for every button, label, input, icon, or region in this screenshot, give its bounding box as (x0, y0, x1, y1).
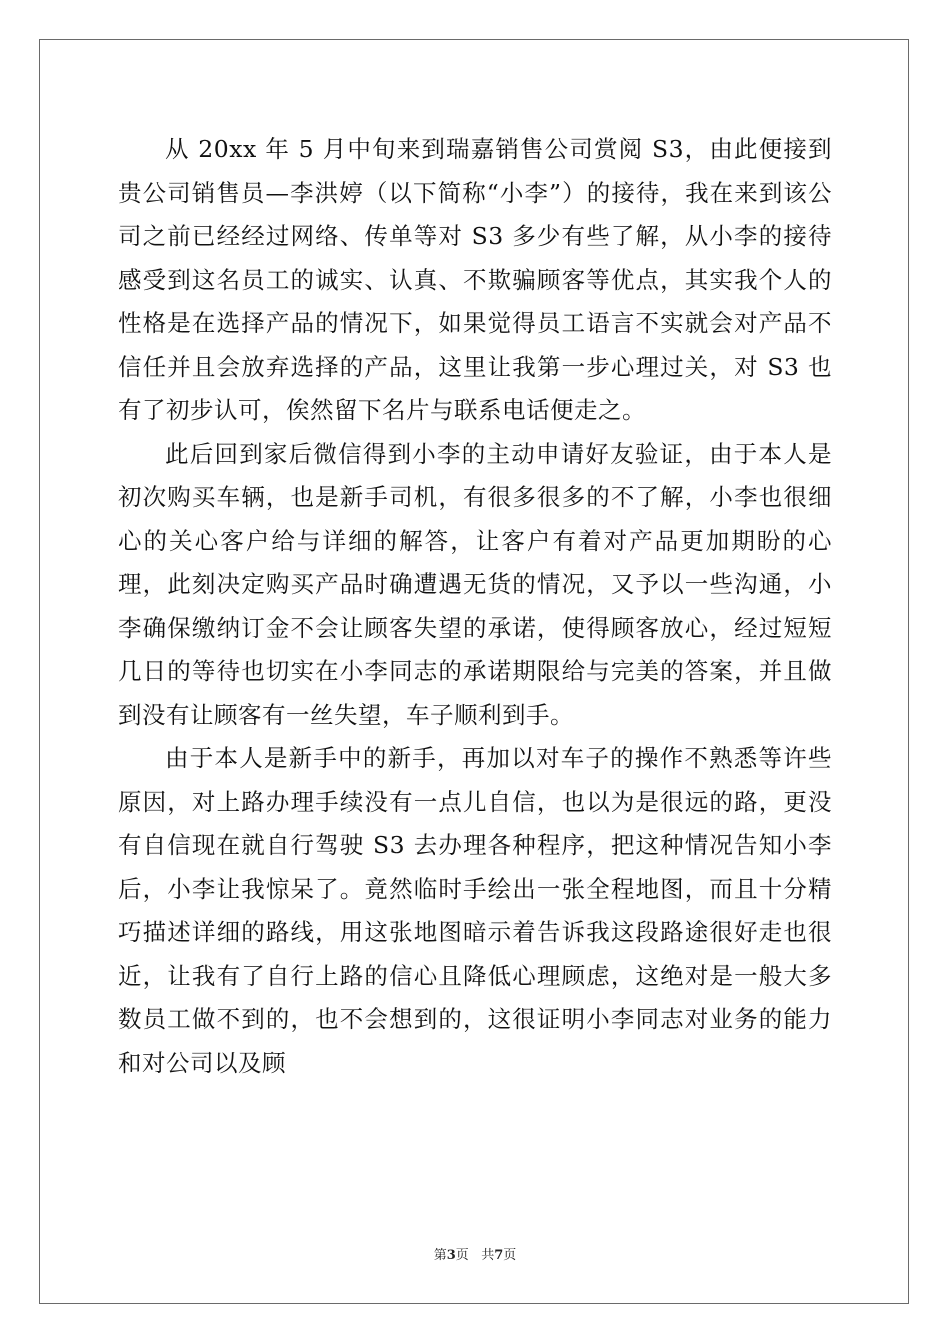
page-footer (0, 1248, 950, 1264)
footer-total-prefix: 共 (481, 1248, 495, 1263)
footer-total-pages: 7 (494, 1248, 504, 1263)
paragraph-3: 由于本人是新手中的新手，再加以对车子的操作不熟悉等许些原因，对上路办理手续没有一点儿自信，也以为是很远的路，更没有自信现在就自行驾驶 S3 去办理各种程序，把这种情况告知小李后，小李让我惊呆了。竟然临时手绘出一张全程地图，而且十分精巧描述详细的路线，用这张地图暗示着告诉我这段路途很好走也很近，让我有了自行上路的信心且降低心理顾虑，这绝对是一般大多数员工做不到的，也不会想到的，这很证明小李同志对业务的能力和对公司以及顾 (118, 744, 832, 1077)
footer-current-page: 3 (446, 1248, 456, 1263)
footer-total-suffix: 页 (503, 1248, 517, 1263)
footer-page-suffix: 页 (455, 1248, 469, 1263)
paragraph-2: 此后回到家后微信得到小李的主动申请好友验证，由于本人是初次购买车辆，也是新手司机，有很多很多的不了解，小李也很细心的关心客户给与详细的解答，让客户有着对产品更加期盼的心理，此刻决定购买产品时确遭遇无货的情况，又予以一些沟通，小李确保缴纳订金不会让顾客失望的承诺，使得顾客放心，经过短短几日的等待也切实在小李同志的承诺期限给与完美的答案，并且做到没有让顾客有一丝失望，车子顺利到手。 (118, 439, 832, 729)
footer-prefix: 第 (433, 1248, 447, 1263)
document-body (118, 128, 832, 1085)
paragraph-1: 从 20xx 年 5 月中旬来到瑞嘉销售公司赏阅 S3，由此便接到贵公司销售员—李洪婷（以下简称“小李”）的接待，我在来到该公司之前已经经过网络、传单等对 S3 多少有些了解，从小李的接待感受到这名员工的诚实、认真、不欺骗顾客等优点，其实我个人的性格是在选择产品的情况下，如果觉得员工语言不实就会对产品不信任并且会放弃选择的产品，这里让我第一步心理过关，对 S3 也有了初步认可，俟然留下名片与联系电话便走之。 (118, 135, 832, 424)
